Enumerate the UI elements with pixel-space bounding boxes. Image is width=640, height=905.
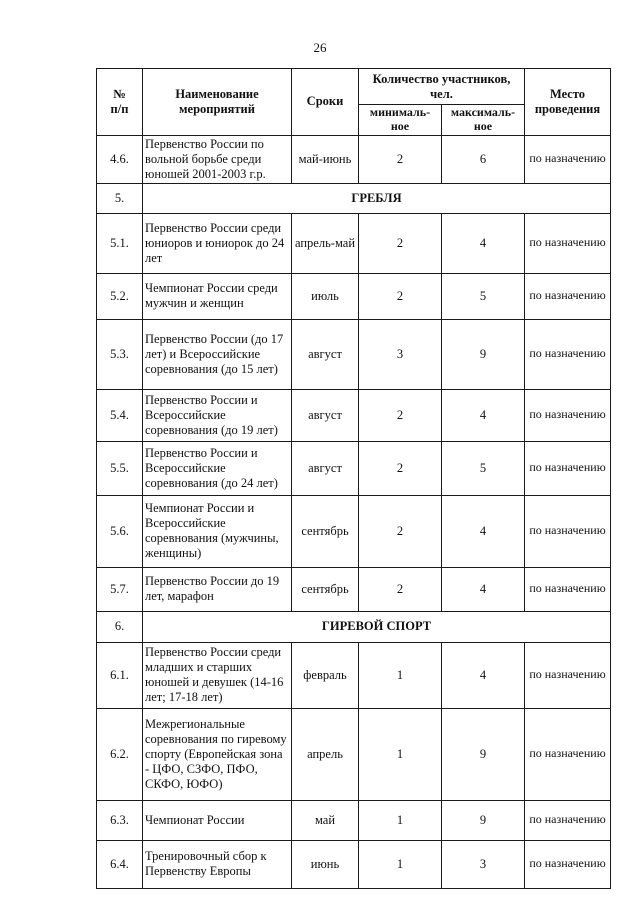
table-row: [97, 135, 611, 183]
table-row: [97, 213, 611, 273]
event-name: Чемпионат России и Всероссийские соревнования (мужчины, женщины): [143, 495, 292, 567]
header-min-text: минималь- ное: [369, 105, 431, 133]
header-name: [143, 69, 292, 136]
participants-min: 2: [359, 213, 442, 273]
event-place: по назначению: [525, 800, 611, 840]
section-title: ГРЕБЛЯ: [143, 183, 611, 213]
participants-max: 4: [442, 213, 525, 273]
events-table: [96, 68, 611, 889]
participants-max: 9: [442, 319, 525, 389]
row-number: 6.2.: [97, 708, 143, 800]
row-number: 5.1.: [97, 213, 143, 273]
event-dates: февраль: [292, 642, 359, 708]
participants-max: 5: [442, 441, 525, 495]
event-place: по назначению: [525, 495, 611, 567]
table-row: [97, 840, 611, 888]
table-row: [97, 319, 611, 389]
participants-min: 2: [359, 389, 442, 441]
header-participants: [359, 69, 525, 105]
event-name: Первенство России до 19 лет, марафон: [143, 567, 292, 611]
header-min: [359, 105, 442, 136]
participants-min: 2: [359, 567, 442, 611]
header-max: [442, 105, 525, 136]
event-dates: июнь: [292, 840, 359, 888]
event-place: по назначению: [525, 441, 611, 495]
section-title: ГИРЕВОЙ СПОРТ: [143, 611, 611, 642]
event-place: по назначению: [525, 273, 611, 319]
header-num: [97, 69, 143, 136]
header-place-text: Место проведения: [534, 86, 601, 116]
header-dates: [292, 69, 359, 136]
table-row: [97, 495, 611, 567]
event-place: по назначению: [525, 319, 611, 389]
participants-min: 1: [359, 840, 442, 888]
participants-min: 3: [359, 319, 442, 389]
participants-max: 4: [442, 389, 525, 441]
header-max-text: максималь- ное: [450, 105, 516, 133]
event-name: Первенство России (до 17 лет) и Всероссийские соревнования (до 15 лет): [143, 319, 292, 389]
event-dates: август: [292, 389, 359, 441]
row-number: 5.2.: [97, 273, 143, 319]
participants-max: 9: [442, 800, 525, 840]
event-place: по назначению: [525, 840, 611, 888]
event-name: Первенство России по вольной борьбе среди юношей 2001-2003 г.р.: [143, 135, 292, 183]
event-place: по назначению: [525, 642, 611, 708]
participants-min: 1: [359, 642, 442, 708]
participants-max: 6: [442, 135, 525, 183]
participants-min: 2: [359, 135, 442, 183]
participants-min: 1: [359, 800, 442, 840]
event-dates: май-июнь: [292, 135, 359, 183]
header-dates-text: Сроки: [306, 94, 344, 109]
event-dates: апрель: [292, 708, 359, 800]
participants-max: 4: [442, 567, 525, 611]
header-participants-text: Количество участников, чел.: [372, 71, 511, 101]
section-number: 5.: [97, 183, 143, 213]
participants-max: 9: [442, 708, 525, 800]
table-row: [97, 708, 611, 800]
event-place: по назначению: [525, 708, 611, 800]
row-number: 5.4.: [97, 389, 143, 441]
event-name: Первенство России среди младших и старших юношей и девушек (14-16 лет; 17-18 лет): [143, 642, 292, 708]
section-row: [97, 183, 611, 213]
event-dates: июль: [292, 273, 359, 319]
table-row: [97, 567, 611, 611]
header-num-text: № п/п: [110, 86, 129, 116]
table-row: [97, 800, 611, 840]
header-name-text: Наименование мероприятий: [175, 86, 259, 116]
table-row: [97, 389, 611, 441]
event-place: по назначению: [525, 135, 611, 183]
section-number: 6.: [97, 611, 143, 642]
row-number: 5.7.: [97, 567, 143, 611]
row-number: 6.1.: [97, 642, 143, 708]
event-name: Первенство России и Всероссийские соревнования (до 24 лет): [143, 441, 292, 495]
event-dates: май: [292, 800, 359, 840]
section-row: [97, 611, 611, 642]
event-name: Первенство России среди юниоров и юниорок до 24 лет: [143, 213, 292, 273]
event-name: Чемпионат России: [143, 800, 292, 840]
participants-max: 3: [442, 840, 525, 888]
event-dates: август: [292, 441, 359, 495]
participants-min: 2: [359, 273, 442, 319]
table-row: [97, 273, 611, 319]
event-name: Межрегиональные соревнования по гиревому спорту (Европейская зона - ЦФО, СЗФО, ПФО, СКФО, ЮФО): [143, 708, 292, 800]
row-number: 4.6.: [97, 135, 143, 183]
participants-min: 1: [359, 708, 442, 800]
event-place: по назначению: [525, 389, 611, 441]
row-number: 6.3.: [97, 800, 143, 840]
participants-max: 5: [442, 273, 525, 319]
participants-min: 2: [359, 495, 442, 567]
row-number: 5.6.: [97, 495, 143, 567]
participants-max: 4: [442, 495, 525, 567]
table-row: [97, 441, 611, 495]
event-dates: сентябрь: [292, 495, 359, 567]
event-name: Чемпионат России среди мужчин и женщин: [143, 273, 292, 319]
event-dates: апрель-май: [292, 213, 359, 273]
row-number: 5.3.: [97, 319, 143, 389]
event-place: по назначению: [525, 213, 611, 273]
event-dates: август: [292, 319, 359, 389]
event-name: Тренировочный сбор к Первенству Европы: [143, 840, 292, 888]
row-number: 6.4.: [97, 840, 143, 888]
table-body: [97, 135, 611, 888]
event-name: Первенство России и Всероссийские соревнования (до 19 лет): [143, 389, 292, 441]
participants-min: 2: [359, 441, 442, 495]
header-place: [525, 69, 611, 136]
table-row: [97, 642, 611, 708]
participants-max: 4: [442, 642, 525, 708]
event-place: по назначению: [525, 567, 611, 611]
row-number: 5.5.: [97, 441, 143, 495]
page-number: 26: [313, 40, 327, 55]
event-dates: сентябрь: [292, 567, 359, 611]
